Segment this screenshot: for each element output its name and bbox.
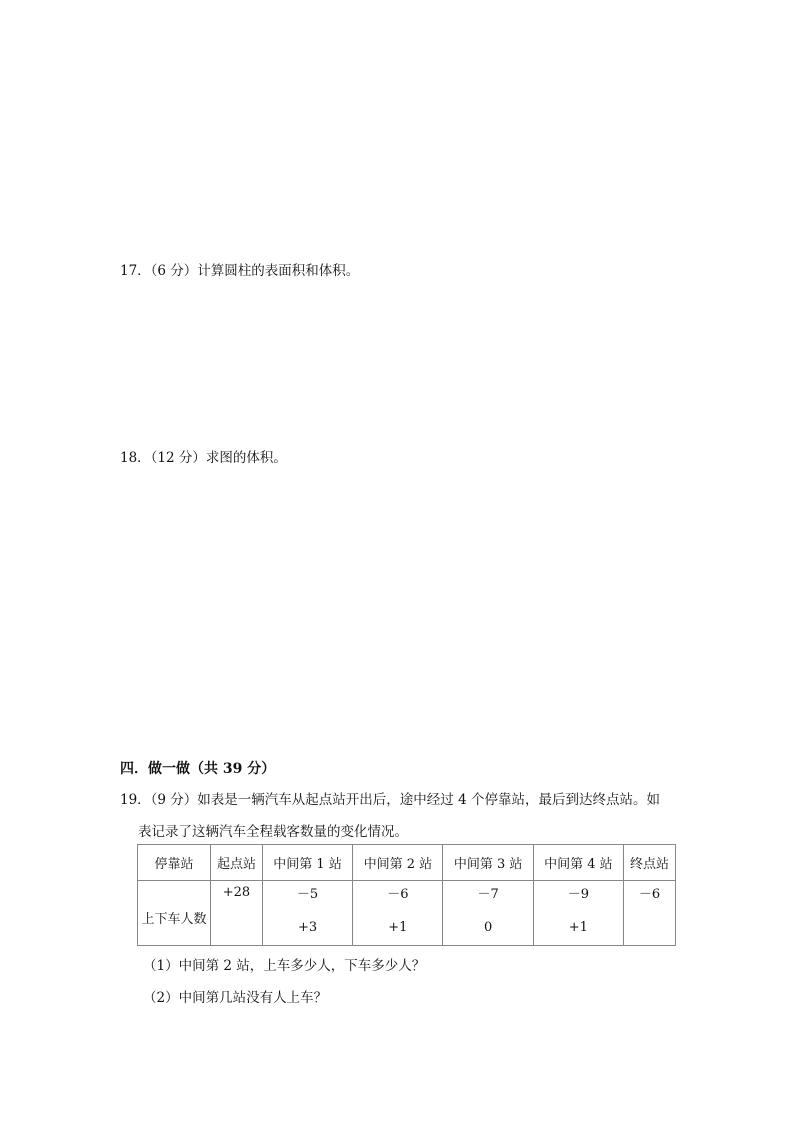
cell-value-2: 0 xyxy=(483,920,493,935)
cell-value-1: +28 xyxy=(222,885,251,900)
table-row-label: 上下车人数 xyxy=(138,881,211,946)
sub-question-1: （1）中间第 2 站，上车多少人，下车多少人？ xyxy=(143,958,426,974)
table-cell xyxy=(443,881,533,946)
table-cell xyxy=(262,881,352,946)
table-header-cell: 中间第 2 站 xyxy=(353,845,443,881)
cell-value-1: －7 xyxy=(477,887,499,902)
section-heading-4: 四．做一做（共 39 分） xyxy=(120,761,276,777)
cell-value-1: －5 xyxy=(296,887,319,902)
sub-question-2: （2）中间第几站没有人上车？ xyxy=(143,990,328,1006)
table-header-cell: 停靠站 xyxy=(138,845,211,881)
table-header-cell: 中间第 4 站 xyxy=(533,845,623,881)
passenger-table xyxy=(137,844,676,946)
table-header-cell: 起点站 xyxy=(211,845,263,881)
table-cell xyxy=(624,881,676,946)
table-header-cell: 终点站 xyxy=(624,845,676,881)
cell-value-1: －9 xyxy=(567,887,589,902)
question-19-line-2: 表记录了这辆汽车全程载客数量的变化情况。 xyxy=(138,824,408,840)
question-19-line-1: 19．（9 分）如表是一辆汽车从起点站开出后，途中经过 4 个停靠站，最后到达终点站。如 xyxy=(120,792,660,808)
table-cell xyxy=(353,881,443,946)
cell-value-2: +1 xyxy=(568,920,588,935)
cell-value-2 xyxy=(211,918,262,933)
question-18: 18．（12 分）求图的体积。 xyxy=(120,450,287,466)
question-17: 17．（6 分）计算圆柱的表面积和体积。 xyxy=(120,263,360,279)
cell-value-2: +3 xyxy=(297,920,318,935)
cell-value-1: －6 xyxy=(638,887,661,902)
table-header-row xyxy=(138,845,676,881)
table-cell xyxy=(211,881,263,946)
cell-value-2 xyxy=(624,920,675,935)
cell-value-2: +1 xyxy=(388,920,408,935)
cell-value-1: －6 xyxy=(387,887,409,902)
table-cell xyxy=(533,881,623,946)
table-header-cell: 中间第 1 站 xyxy=(262,845,352,881)
table-row xyxy=(138,881,676,946)
table-header-cell: 中间第 3 站 xyxy=(443,845,533,881)
